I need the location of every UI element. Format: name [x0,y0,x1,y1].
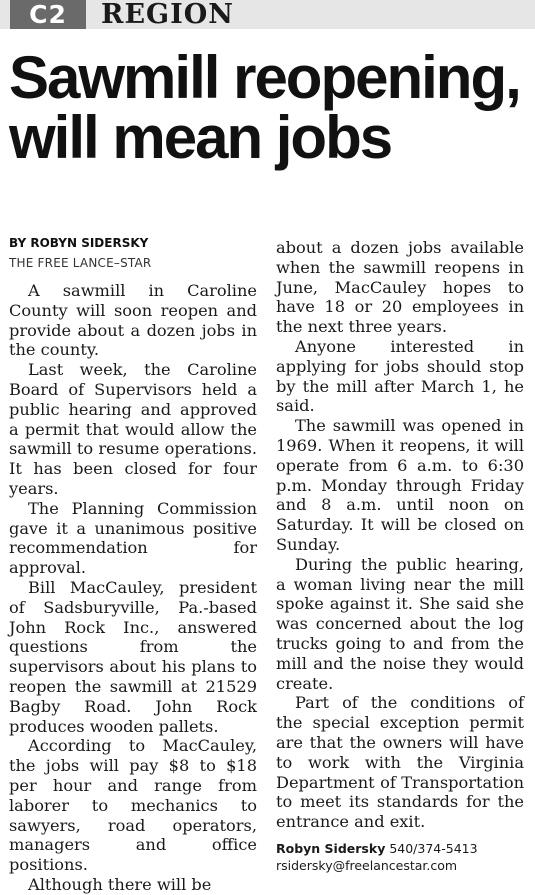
paragraph-continued: about a dozen jobs available when the sawmill reopens in June, MacCauley hopes to have 18 or 20 employees in the next three years. [276,238,524,337]
article-byline: BY ROBYN SIDERSKY [9,236,149,250]
article-headline: Sawmill reopening, will mean jobs [9,44,520,171]
paragraph: Although there will be [28,874,212,894]
paragraph: The sawmill was opened in 1969. When it reopens, it will operate from 6 a.m. to 6:30 p.m. Monday through Friday and 8 a.m. until noon on Saturday. It will be closed on Sunday. [276,416,524,554]
paragraph: A sawmill in Caroline County will soon reopen and provide about a dozen jobs in the county. [9,281,257,360]
author-name: Robyn Sidersky [276,841,386,856]
paragraph: During the public hearing, a woman living near the mill spoke against it. She said she was concerned about the log trucks going to and from the mill and the noise they would create. [276,554,524,693]
article-column-right [276,238,524,832]
author-email: rsidersky@freelancestar.com [276,858,458,873]
publication-credit: THE FREE LANCE–STAR [9,256,152,270]
author-signoff [276,841,478,856]
paragraph: Part of the conditions of the special exception permit are that the owners will have to work with the Virginia Department of Transportation to meet its standards for the entrance and exit. [276,693,524,832]
page-number-tag: C2 [10,0,86,29]
paragraph: According to MacCauley, the jobs will pay $8 to $18 per hour and range from laborer to mechanics to sawyers, road operators, managers and office positions. [9,736,257,875]
section-name: REGION [101,0,234,30]
paragraph: Last week, the Caroline Board of Supervisors held a public hearing and approved a permit that would allow the sawmill to resume operations. It has been closed for four years. [9,360,257,498]
paragraph: Anyone interested in applying for jobs should stop by the mill after March 1, he said. [276,336,524,416]
paragraph: Bill MacCauley, president of Sadsburyville, Pa.-based John Rock Inc., answered questions from the supervisors about his plans to reopen the sawmill at 21529 Bagby Road. John Rock produces wooden pallets. [9,577,257,736]
author-phone: 540/374-5413 [389,841,478,856]
article-column-left [9,281,257,895]
section-header-bar [0,0,535,29]
paragraph: The Planning Commission gave it a unanimous positive recommendation for approval. [9,498,257,578]
